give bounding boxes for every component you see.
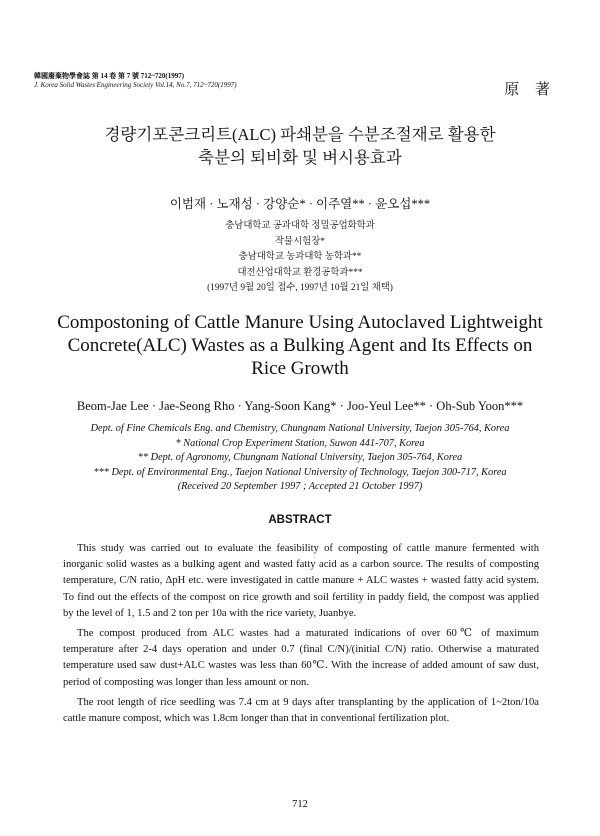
korean-title xyxy=(0,123,600,169)
abstract-paragraph: This study was carried out to evaluate the feasibility of composting of cattle manure fermented with inorganic solid wastes as a bulking agent and wasted fatty acid as a carbon source. The results of composting temperature, C/N ratio, ΔpH etc. were investigated in cattle manure + ALC wastes + wasted fatty acid system. To find out the effects of the compost on rice growth and soil fertility in paddy field, the compost was applied by the level of 1, 1.5 and 2 ton per 10a with the rice variety, Juanbye. xyxy=(63,543,539,619)
english-title xyxy=(0,311,600,380)
article-type-label: 原 著 xyxy=(504,82,556,98)
english-affiliation: *** Dept. of Environmental Eng., Taejon National University of Technology, Taejon 300-717, Korea xyxy=(93,466,507,478)
english-title-line: Compostoning of Cattle Manure Using Autoclaved Lightweight xyxy=(57,312,543,333)
english-received-date: (Received 20 September 1997 ; Accepted 21 October 1997) xyxy=(177,481,423,492)
journal-name-korean: 韓國廢棄物學會誌 第 14 卷 第 7 號 712~720(1997) xyxy=(34,72,185,80)
english-affiliations xyxy=(0,422,600,495)
korean-affiliation: 충남대학교 농과대학 농학과** xyxy=(238,252,362,262)
english-affiliation: ** Dept. of Agronomy, Chungnam National University, Taejon 305-764, Korea xyxy=(137,452,463,463)
abstract-paragraph: The root length of rice seedling was 7.4 cm at 9 days after transplanting by the application of 1~2ton/10a cattle manure compost, which was 1.8cm longer than that in conventional fertilization plot. xyxy=(63,696,539,725)
english-title-line: Rice Growth xyxy=(251,358,349,379)
abstract-body xyxy=(63,541,539,731)
korean-title-line: 축분의 퇴비화 및 벼시용효과 xyxy=(198,148,402,167)
english-affiliation: * National Crop Experiment Station, Suwon 441-707, Korea xyxy=(175,437,425,449)
korean-authors: 이범재 · 노재성 · 강양순* · 이주열** · 윤오섭*** xyxy=(169,197,431,211)
abstract-paragraph: The compost produced from ALC wastes had a maturated indications of over 60℃ of maximum temperature after 2-4 days operation and under 0.7 (final C/N)/(initial C/N) ratio. Otherwise a maturated temperature used saw dust+ALC wastes was less than 60℃. With the increase of added amount of saw dust, period of composting was longer than less amount or non. xyxy=(63,628,539,688)
korean-affiliation: 대전산업대학교 환경공학과*** xyxy=(237,267,363,278)
page-number: 712 xyxy=(292,799,308,810)
korean-affiliations xyxy=(0,219,600,297)
korean-affiliation: 작물시험장* xyxy=(275,236,325,247)
korean-affiliation: 충남대학교 공과대학 정밀공업화학과 xyxy=(225,221,375,231)
english-affiliation: Dept. of Fine Chemicals Eng. and Chemistry, Chungnam National University, Taejon 305-764, Korea xyxy=(90,423,510,434)
english-authors: Beom-Jae Lee · Jae-Seong Rho · Yang-Soon Kang* · Joo-Yeul Lee** · Oh-Sub Yoon*** xyxy=(76,399,524,413)
journal-header xyxy=(34,72,237,90)
korean-title-line: 경량기포콘크리트(ALC) 파쇄분을 수분조절재로 활용한 xyxy=(104,125,496,144)
journal-name-english: J. Korea Solid Wastes Engineering Society Vol.14, No.7, 712~720(1997) xyxy=(34,81,237,89)
english-title-line: Concrete(ALC) Wastes as a Bulking Agent and Its Effects on xyxy=(67,335,533,356)
korean-received-date: (1997년 9월 20일 접수, 1997년 10월 21일 채택) xyxy=(207,283,393,293)
abstract-heading: ABSTRACT xyxy=(268,514,332,526)
